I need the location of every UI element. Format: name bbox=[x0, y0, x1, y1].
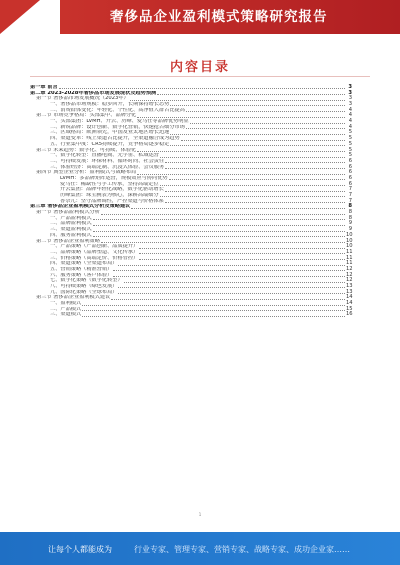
toc-entry-text: 八、可持续策略（绿色发展） bbox=[50, 284, 118, 290]
toc-entry-page: 13 bbox=[346, 288, 353, 295]
toc-entry-page: 15 bbox=[346, 305, 353, 312]
toc-entry-text: 二、品牌策略（品牌塑造、文化传承） bbox=[50, 249, 139, 255]
toc-entry-page: 6 bbox=[348, 180, 352, 187]
toc-entry-text: 三、体验经济：高端定制、沉浸式体验、会员服务 bbox=[50, 164, 165, 170]
toc-entry-page: 10 bbox=[346, 231, 353, 238]
toc-entry-text: 二、新锐品牌：设计创新、数字化营销，快速抢占细分市场 bbox=[50, 124, 185, 130]
toc-entry-text: 第二节 奢侈品企业盈利策略 bbox=[36, 238, 100, 244]
toc-entry-page: 5 bbox=[348, 152, 352, 159]
toc-leader-dots bbox=[169, 178, 345, 180]
toc-entry-page: 11 bbox=[346, 260, 353, 267]
footer-slogan-right: 行业专家、管理专家、营销专家、战略专家、成功企业家…… bbox=[134, 545, 350, 554]
toc-leader-dots bbox=[130, 99, 345, 101]
toc-leader-dots bbox=[160, 195, 345, 197]
toc-entry-page: 8 bbox=[348, 209, 352, 216]
footer-banner bbox=[0, 532, 400, 565]
toc-entry-page: 14 bbox=[346, 300, 353, 307]
toc-entry-text: 九、国际化策略（全球布局） bbox=[50, 289, 118, 295]
toc-entry-text: 六、服务策略（客户体验） bbox=[50, 272, 113, 278]
toc-leader-dots bbox=[82, 309, 345, 311]
toc-entry-text: 二、可持续发展：环保材料、循环时尚、社会责任 bbox=[50, 158, 165, 164]
toc-leader-dots bbox=[157, 93, 345, 95]
table-of-contents bbox=[30, 85, 352, 318]
toc-leader-dots bbox=[165, 190, 345, 192]
toc-entry-text: 四、渠道策略（全渠道布局） bbox=[50, 261, 118, 267]
toc-leader-dots bbox=[139, 252, 345, 254]
toc-entry-text: 一、头部集团：LVMH、开云、历峰、爱马仕等品牌优势明显 bbox=[50, 119, 189, 125]
toc-entry-page: 4 bbox=[348, 112, 352, 119]
toc-leader-dots bbox=[118, 286, 345, 288]
toc-entry-text: 第一章 前言 bbox=[30, 84, 58, 90]
toc-leader-dots bbox=[93, 235, 345, 237]
toc-title-divider bbox=[30, 76, 370, 77]
toc-leader-dots bbox=[93, 230, 345, 232]
footer-slogan-left: 让每个人都能成为 bbox=[48, 545, 112, 554]
toc-leader-dots bbox=[82, 315, 345, 317]
toc-leader-dots bbox=[131, 207, 345, 209]
toc-leader-dots bbox=[170, 133, 345, 135]
toc-leader-dots bbox=[186, 127, 345, 129]
toc-leader-dots bbox=[139, 247, 345, 249]
toc-leader-dots bbox=[181, 139, 345, 141]
toc-entry-page: 8 bbox=[348, 203, 352, 210]
toc-entry-page: 4 bbox=[348, 118, 352, 125]
toc-entry-page: 13 bbox=[346, 283, 353, 290]
toc-leader-dots bbox=[186, 110, 345, 112]
toc-entry-text: 第一节 奢侈品盈利模式分析 bbox=[36, 210, 100, 216]
toc-entry-page: 3 bbox=[348, 101, 352, 108]
toc-leader-dots bbox=[165, 167, 345, 169]
toc-leader-dots bbox=[139, 258, 345, 260]
toc-entry-text: 香奈儿：坚守品牌调性，严控渠道与价格体系 bbox=[60, 198, 164, 204]
toc-leader-dots bbox=[82, 304, 345, 306]
toc-entry-text: 第三节 奢侈品企业盈利模式建议 bbox=[36, 295, 111, 301]
toc-entry-page: 4 bbox=[348, 123, 352, 130]
toc-entry-page: 6 bbox=[348, 169, 352, 176]
toc-leader-dots bbox=[93, 224, 345, 226]
toc-leader-dots bbox=[101, 241, 345, 243]
toc-entry-text: 历峰集团：珠宝腕表为核心，深耕高端细分 bbox=[60, 193, 159, 199]
toc-entry-page: 4 bbox=[348, 106, 352, 113]
toc-entry-page: 12 bbox=[346, 265, 353, 272]
toc-entry-text: 一、盈利模式 bbox=[50, 301, 82, 307]
toc-entry[interactable] bbox=[30, 313, 352, 319]
toc-entry-page: 6 bbox=[348, 174, 352, 181]
toc-entry-page: 14 bbox=[346, 294, 353, 301]
toc-entry-text: 四、服务盈利模式 bbox=[50, 232, 92, 238]
toc-leader-dots bbox=[111, 298, 345, 300]
toc-entry-text: 三、价格策略（高端定价、价格管控） bbox=[50, 255, 139, 261]
toc-leader-dots bbox=[160, 156, 345, 158]
toc-entry-page: 12 bbox=[346, 271, 353, 278]
toc-entry-text: 一、奢侈品市场规模：稳步回升，长期保持增长态势 bbox=[50, 102, 170, 108]
toc-entry-text: 二、品牌盈利模式 bbox=[50, 221, 92, 227]
toc-entry-text: 二、产品模式 bbox=[50, 306, 82, 312]
toc-entry-text: 二、消费群体变化：年轻化、个性化、高净值人群占比提高 bbox=[50, 107, 185, 113]
toc-entry-page: 7 bbox=[348, 186, 352, 193]
toc-leader-dots bbox=[59, 87, 345, 89]
toc-leader-dots bbox=[170, 104, 345, 106]
toc-entry-text: 七、数字化策略（数字化转型） bbox=[50, 278, 123, 284]
toc-entry-page: 5 bbox=[348, 135, 352, 142]
toc-leader-dots bbox=[165, 201, 345, 203]
report-title: 奢侈品企业盈利模式策略研究报告 bbox=[110, 9, 328, 25]
toc-leader-dots bbox=[137, 150, 345, 152]
toc-leader-dots bbox=[118, 292, 345, 294]
toc-entry-text: 第三节 未来趋势：数字化、可持续、体验化 bbox=[36, 147, 137, 153]
toc-entry-text: 第一节 奢侈品市场发展概况（2023年） bbox=[36, 96, 129, 102]
toc-leader-dots bbox=[170, 144, 345, 146]
toc-leader-dots bbox=[113, 275, 345, 277]
report-header bbox=[0, 0, 400, 34]
toc-leader-dots bbox=[93, 218, 345, 220]
toc-title: 内容目录 bbox=[169, 60, 230, 75]
toc-entry-text: 开云集团：品牌年轻化战略，数字化驱动增长 bbox=[60, 187, 164, 193]
toc-entry-text: 第二章 2023-2028年奢侈品市场发展现状及趋势预测 bbox=[30, 90, 157, 96]
toc-entry-page: 7 bbox=[348, 197, 352, 204]
toc-leader-dots bbox=[118, 264, 345, 266]
toc-entry-text: 一、产品盈利模式 bbox=[50, 215, 92, 221]
header-accent bbox=[0, 0, 40, 34]
toc-entry-page: 10 bbox=[346, 243, 353, 250]
toc-entry-page: 10 bbox=[346, 237, 353, 244]
toc-entry-page: 12 bbox=[346, 277, 353, 284]
toc-entry-text: 四、渠道变革：线上渠道占比提升，全渠道融合成为趋势 bbox=[50, 136, 180, 142]
toc-entry-page: 6 bbox=[348, 157, 352, 164]
toc-entry-text: 三、渠道模式 bbox=[50, 312, 82, 318]
toc-entry-page: 8 bbox=[348, 214, 352, 221]
toc-entry-text: 五、行业集中度：CR5持续提升，竞争格局逐步稳定 bbox=[50, 141, 170, 147]
toc-entry-page: 11 bbox=[346, 254, 353, 261]
toc-leader-dots bbox=[124, 281, 345, 283]
toc-leader-dots bbox=[137, 173, 345, 175]
toc-entry-page: 3 bbox=[348, 83, 352, 90]
toc-entry-page: 5 bbox=[348, 129, 352, 136]
toc-leader-dots bbox=[113, 269, 345, 271]
toc-entry-text: 一、数字化转型：直播电商、元宇宙、私域运营 bbox=[50, 153, 159, 159]
toc-entry-page: 6 bbox=[348, 163, 352, 170]
toc-entry-text: 第四节 典型企业分析：盈利模式与战略布局 bbox=[36, 170, 137, 176]
toc-entry-page: 3 bbox=[348, 89, 352, 96]
page-number: 1 bbox=[198, 512, 202, 517]
toc-entry-text: 三、区域格局：欧洲领先，中国及亚太地区增长迅速 bbox=[50, 130, 170, 136]
toc-entry-page: 5 bbox=[348, 140, 352, 147]
toc-entry-text: 一、产品策略（产品创新、品质提升） bbox=[50, 244, 139, 250]
toc-leader-dots bbox=[165, 161, 345, 163]
toc-entry-text: 第二节 市场竞争格局：头部集中、品牌分化 bbox=[36, 113, 137, 119]
toc-entry-page: 3 bbox=[348, 95, 352, 102]
toc-leader-dots bbox=[101, 213, 345, 215]
toc-entry-page: 5 bbox=[348, 146, 352, 153]
toc-entry-page: 7 bbox=[348, 192, 352, 199]
toc-entry-text: LVMH：多品牌矩阵运营，规模效应与协同优势 bbox=[60, 175, 168, 181]
toc-entry-page: 9 bbox=[348, 226, 352, 233]
toc-entry-text: 五、营销策略（精准营销） bbox=[50, 266, 113, 272]
toc-leader-dots bbox=[160, 184, 345, 186]
toc-leader-dots bbox=[190, 122, 345, 124]
toc-entry-text: 三、渠道盈利模式 bbox=[50, 227, 92, 233]
toc-entry-page: 11 bbox=[346, 248, 353, 255]
toc-entry-page: 9 bbox=[348, 220, 352, 227]
toc-entry-text: 第三章 奢侈品企业盈利模式分析及策略建议 bbox=[30, 204, 131, 210]
toc-entry-page: 16 bbox=[346, 311, 353, 318]
toc-entry-text: 爱马仕：稀缺性与手工传承，坚持高端定位 bbox=[60, 181, 159, 187]
toc-leader-dots bbox=[137, 116, 345, 118]
